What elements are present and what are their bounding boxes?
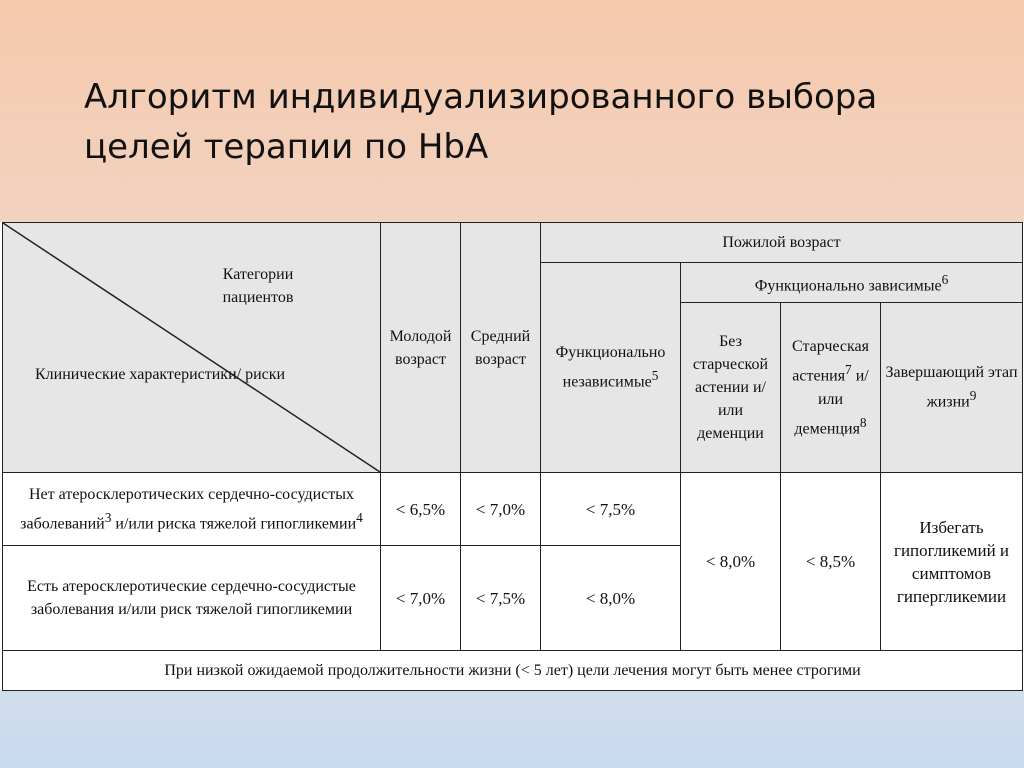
- corner-top-label: Категории пациентов: [222, 266, 294, 306]
- target-young-no-ascvd: < 6,5%: [381, 473, 461, 546]
- header-elderly: Пожилой возраст: [541, 223, 1023, 263]
- diagonal-divider: [3, 223, 380, 472]
- header-young: Молодой возраст: [381, 223, 461, 473]
- header-middle: Средний возраст: [461, 223, 541, 473]
- table-row: [3, 473, 1023, 546]
- header-func-independent: Функционально независимые$^5$: [541, 263, 681, 473]
- corner-bottom-label: Клинические характеристики/ риски: [35, 366, 286, 383]
- hba-targets-table-panel: [0, 222, 1024, 690]
- target-asthenia: < 8,5%: [781, 473, 881, 651]
- target-no-asthenia: < 8,0%: [681, 473, 781, 651]
- header-end-of-life: Завершающий этап жизни$^9$: [881, 303, 1023, 473]
- corner-header-cell: [3, 223, 381, 473]
- target-end-of-life: Избегать гипогликемий и симптомов гипергликемии: [881, 473, 1023, 651]
- target-func-independent-ascvd: < 8,0%: [541, 546, 681, 651]
- footnote-3: 3: [104, 509, 112, 525]
- footnote-8: 8: [859, 414, 867, 430]
- target-middle-no-ascvd: < 7,0%: [461, 473, 541, 546]
- footer-note: При низкой ожидаемой продолжительности жизни (< 5 лет) цели лечения могут быть менее строгими: [3, 651, 1023, 691]
- footnote-6: 6: [941, 271, 949, 287]
- footnote-5: 5: [651, 368, 659, 384]
- slide-title: Алгоритм индивидуализированного выбора целей терапии по HbA: [84, 77, 878, 167]
- row-label-no-ascvd: Нет атеросклеротических сердечно-сосудистых заболеваний$^3$ и/или риска тяжелой гипогликемии$^4$: [3, 473, 381, 546]
- footnote-4: 4: [356, 509, 363, 525]
- hba-targets-table: [2, 222, 1023, 691]
- target-young-ascvd: < 7,0%: [381, 546, 461, 651]
- target-middle-ascvd: < 7,5%: [461, 546, 541, 651]
- header-no-asthenia: Без старческой астении и/или деменции: [681, 303, 781, 473]
- footnote-7: 7: [845, 362, 852, 378]
- row-label-ascvd: Есть атеросклеротические сердечно-сосудистые заболевания и/или риск тяжелой гипогликемии: [3, 546, 381, 651]
- target-func-independent-no-ascvd: < 7,5%: [541, 473, 681, 546]
- header-func-dependent: Функционально зависимые$^6$: [681, 263, 1023, 303]
- footnote-9: 9: [969, 388, 977, 404]
- header-asthenia: Старческая астения$^7$ и/или деменция$^8$: [781, 303, 881, 473]
